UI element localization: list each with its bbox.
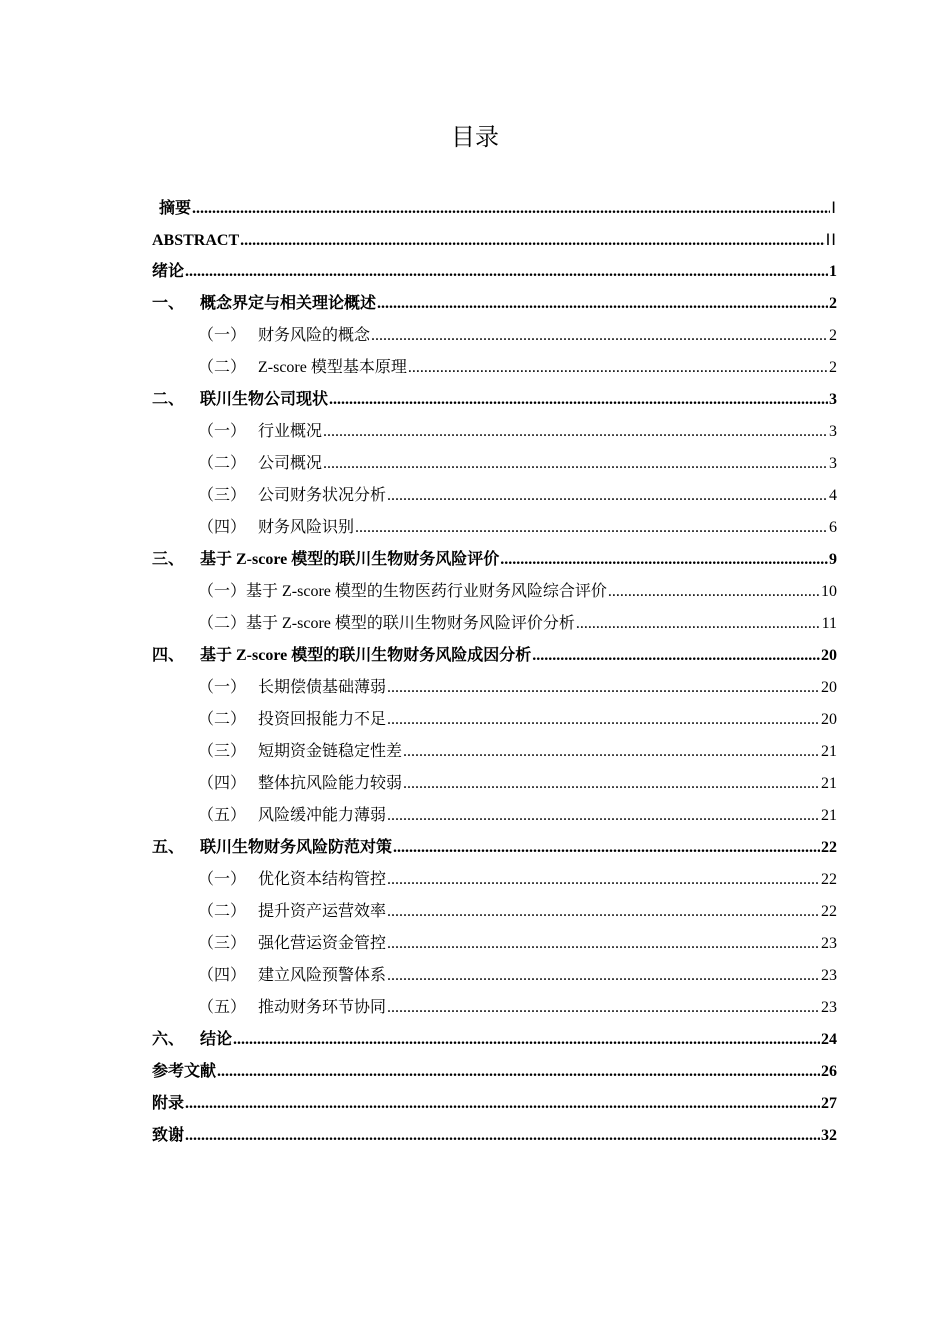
toc-entry-label: 基于 Z-score 模型的生物医药行业财务风险综合评价: [246, 583, 607, 600]
toc-entry-chapter-2[interactable]: [152, 384, 837, 416]
toc-entry-label: 财务风险的概念: [258, 327, 371, 344]
toc-entry-abstract-en[interactable]: [152, 224, 837, 256]
toc-leader-dots: [393, 832, 820, 864]
toc-entry-section-2-1[interactable]: [152, 416, 837, 448]
toc-entry-section-4-4[interactable]: [152, 768, 837, 800]
toc-entry-label: 摘要: [159, 200, 192, 217]
toc-entry-abstract-cn[interactable]: [152, 192, 837, 224]
toc-entry-label: 整体抗风险能力较弱: [258, 775, 403, 792]
toc-leader-dots: [387, 992, 820, 1024]
toc-entry-number: （一）: [198, 583, 247, 600]
toc-entry-label: 参考文献: [152, 1063, 217, 1080]
toc-entry-label: 长期偿债基础薄弱: [258, 679, 387, 696]
toc-leader-dots: [387, 896, 820, 928]
toc-leader-dots: [408, 352, 828, 384]
toc-entry-number: （二）: [198, 615, 247, 632]
toc-entry-page: 26: [821, 1063, 837, 1080]
toc-entry-label: 投资回报能力不足: [258, 711, 387, 728]
toc-entry-section-2-4[interactable]: [152, 512, 837, 544]
toc-entry-label: 绪论: [152, 263, 185, 280]
toc-entry-number: （二）: [198, 903, 247, 920]
toc-entry-page: 23: [821, 967, 837, 984]
toc-entry-number: （一）: [198, 423, 247, 440]
toc-leader-dots: [387, 864, 820, 896]
toc-entry-number: （一）: [198, 871, 247, 888]
toc-entry-section-1-2[interactable]: [152, 352, 837, 384]
toc-entry-label: 联川生物公司现状: [200, 391, 329, 408]
toc-leader-dots: [233, 1024, 820, 1056]
toc-entry-page: 3: [829, 455, 837, 472]
toc-entry-number: （三）: [198, 935, 247, 952]
toc-entry-page: 22: [821, 903, 837, 920]
toc-entry-page: 4: [829, 487, 837, 504]
toc-entry-appendix[interactable]: [152, 1088, 837, 1120]
toc-leader-dots: [387, 800, 820, 832]
toc-entry-page: I: [831, 198, 837, 217]
toc-entry-number: （四）: [198, 519, 247, 536]
toc-entry-label: 公司概况: [258, 455, 323, 472]
toc-leader-dots: [576, 608, 821, 640]
toc-entry-section-2-3[interactable]: [152, 480, 837, 512]
toc-entry-number: （四）: [198, 967, 247, 984]
toc-entry-label: 财务风险识别: [258, 519, 355, 536]
toc-leader-dots: [371, 320, 828, 352]
toc-entry-page: 22: [821, 839, 837, 856]
toc-entry-chapter-4[interactable]: [152, 640, 837, 672]
toc-entry-label: 建立风险预警体系: [258, 967, 387, 984]
toc-entry-number: （一）: [198, 679, 247, 696]
toc-entry-page: 20: [821, 711, 837, 728]
toc-leader-dots: [323, 416, 828, 448]
toc-entry-number: （二）: [198, 359, 247, 376]
toc-entry-label: 推动财务环节协同: [258, 999, 387, 1016]
toc-entry-number: 三、: [152, 551, 185, 568]
toc-entry-section-5-5[interactable]: [152, 992, 837, 1024]
toc-entry-number: 六、: [152, 1031, 185, 1048]
toc-entry-page: 21: [821, 807, 837, 824]
toc-entry-page: 9: [829, 551, 837, 568]
toc-leader-dots: [532, 640, 820, 672]
toc-entry-page: 10: [821, 583, 837, 600]
table-of-contents: [152, 192, 837, 1152]
toc-entry-page: 32: [821, 1127, 837, 1144]
toc-entry-label: 概念界定与相关理论概述: [200, 295, 377, 312]
toc-entry-page: 20: [821, 679, 837, 696]
toc-entry-acknowledgements[interactable]: [152, 1120, 837, 1152]
toc-entry-section-5-3[interactable]: [152, 928, 837, 960]
toc-leader-dots: [500, 544, 828, 576]
toc-entry-page: 11: [821, 615, 837, 632]
toc-entry-label: Z-score 模型基本原理: [258, 359, 407, 376]
toc-entry-page: 2: [829, 327, 837, 344]
toc-entry-chapter-5[interactable]: [152, 832, 837, 864]
toc-entry-label: 短期资金链稳定性差: [258, 743, 403, 760]
toc-leader-dots: [323, 448, 828, 480]
toc-entry-number: （五）: [198, 999, 247, 1016]
toc-entry-number: （二）: [198, 455, 247, 472]
toc-entry-page: 23: [821, 999, 837, 1016]
toc-entry-number: 五、: [152, 839, 185, 856]
toc-entry-section-5-2[interactable]: [152, 896, 837, 928]
toc-leader-dots: [387, 960, 820, 992]
toc-entry-number: （三）: [198, 487, 247, 504]
toc-leader-dots: [185, 1088, 820, 1120]
toc-leader-dots: [403, 768, 820, 800]
toc-entry-label: 联川生物财务风险防范对策: [200, 839, 393, 856]
toc-entry-label: 结论: [200, 1031, 233, 1048]
toc-leader-dots: [387, 480, 828, 512]
toc-leader-dots: [387, 928, 820, 960]
toc-entry-label: 附录: [152, 1095, 185, 1112]
toc-entry-page: 27: [821, 1095, 837, 1112]
toc-entry-label: 基于 Z-score 模型的联川生物财务风险评价: [200, 551, 500, 568]
toc-entry-chapter-6[interactable]: [152, 1024, 837, 1056]
toc-entry-section-5-4[interactable]: [152, 960, 837, 992]
toc-entry-page: II: [825, 230, 837, 249]
toc-entry-section-3-2[interactable]: [152, 608, 837, 640]
toc-entry-number: （二）: [198, 711, 247, 728]
toc-leader-dots: [329, 384, 828, 416]
toc-entry-page: 3: [829, 423, 837, 440]
toc-leader-dots: [185, 256, 828, 288]
toc-entry-label: 公司财务状况分析: [258, 487, 387, 504]
toc-entry-page: 1: [829, 263, 837, 280]
toc-entry-label: 提升资产运营效率: [258, 903, 387, 920]
toc-leader-dots: [185, 1120, 820, 1152]
toc-entry-label: 致谢: [152, 1127, 185, 1144]
toc-entry-label: 强化营运资金管控: [258, 935, 387, 952]
toc-entry-number: 一、: [152, 295, 185, 312]
toc-entry-section-1-1[interactable]: [152, 320, 837, 352]
toc-leader-dots: [192, 193, 830, 225]
toc-leader-dots: [387, 704, 820, 736]
toc-entry-page: 22: [821, 871, 837, 888]
toc-leader-dots: [387, 672, 820, 704]
toc-entry-page: 6: [829, 519, 837, 536]
toc-leader-dots: [355, 512, 828, 544]
toc-entry-section-4-3[interactable]: [152, 736, 837, 768]
toc-leader-dots: [403, 736, 820, 768]
toc-entry-chapter-1[interactable]: [152, 288, 837, 320]
toc-entry-page: 3: [829, 391, 837, 408]
toc-entry-page: 2: [829, 295, 837, 312]
toc-leader-dots: [217, 1056, 820, 1088]
toc-entry-number: （四）: [198, 775, 247, 792]
toc-entry-chapter-3[interactable]: [152, 544, 837, 576]
toc-entry-section-3-1[interactable]: [152, 576, 837, 608]
toc-entry-section-4-1[interactable]: [152, 672, 837, 704]
toc-entry-section-2-2[interactable]: [152, 448, 837, 480]
toc-entry-section-4-2[interactable]: [152, 704, 837, 736]
toc-entry-page: 21: [821, 743, 837, 760]
toc-entry-number: （一）: [198, 327, 247, 344]
toc-entry-references[interactable]: [152, 1056, 837, 1088]
toc-entry-number: （三）: [198, 743, 247, 760]
toc-entry-label: 优化资本结构管控: [258, 871, 387, 888]
toc-entry-number: （五）: [198, 807, 247, 824]
toc-entry-page: 24: [821, 1031, 837, 1048]
toc-entry-introduction[interactable]: [152, 256, 837, 288]
toc-entry-label: 基于 Z-score 模型的联川生物财务风险成因分析: [200, 647, 532, 664]
toc-leader-dots: [240, 225, 824, 257]
toc-entry-label: 基于 Z-score 模型的联川生物财务风险评价分析: [246, 615, 575, 632]
toc-entry-section-4-5[interactable]: [152, 800, 837, 832]
toc-entry-number: 二、: [152, 391, 185, 408]
toc-leader-dots: [608, 576, 820, 608]
toc-entry-label: ABSTRACT: [152, 232, 240, 249]
toc-entry-page: 2: [829, 359, 837, 376]
toc-entry-page: 23: [821, 935, 837, 952]
toc-entry-page: 20: [821, 647, 837, 664]
toc-entry-number: 四、: [152, 647, 185, 664]
toc-leader-dots: [377, 288, 828, 320]
toc-entry-page: 21: [821, 775, 837, 792]
toc-entry-section-5-1[interactable]: [152, 864, 837, 896]
page-title: 目录: [451, 123, 499, 151]
toc-entry-label: 行业概况: [258, 423, 323, 440]
toc-entry-label: 风险缓冲能力薄弱: [258, 807, 387, 824]
